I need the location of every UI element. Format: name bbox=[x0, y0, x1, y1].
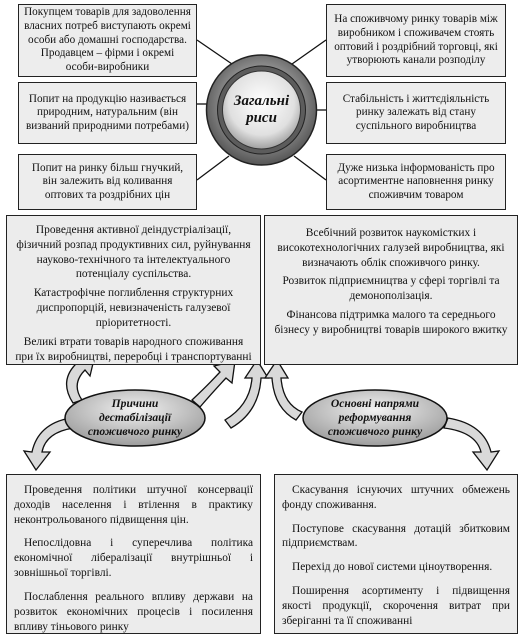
feature-box-right-2: Стабільність і життєдіяльність ринку залежать від стану суспільного виробництва bbox=[326, 82, 506, 144]
cause-detail-item: Непослідовна і суперечлива політика економічної лібералізації внутрішньої і зовнішньої торгівлі. bbox=[14, 537, 253, 580]
reform-directions-panel bbox=[264, 215, 518, 365]
center-title: Загальні риси bbox=[233, 92, 290, 126]
direction-item: Фінансова підтримка малого та середнього бізнесу у виробництві товарів широкого вжитку bbox=[274, 309, 508, 336]
feature-box-right-3: Дуже низька інформованість про асортиментне наповнення ринку споживчим товаром bbox=[326, 154, 506, 210]
destabilization-causes-details bbox=[6, 474, 261, 634]
connector-line bbox=[197, 40, 232, 64]
ellipse-causes-title: Причини дестабілізації споживчого ринку bbox=[87, 396, 183, 439]
direction-detail-item: Перехід до нової системи ціноутворення. bbox=[292, 561, 493, 574]
curved-arrow-right bbox=[192, 361, 235, 407]
connector-line bbox=[294, 156, 326, 180]
cause-item: Великі втрати товарів народного споживання при їх виробництві, переробці і транспортуванні bbox=[15, 335, 252, 363]
feature-box-left-3: Попит на ринку більш гнучкий, він залежить від коливання оптових та роздрібних цін bbox=[18, 154, 197, 210]
connector-line bbox=[292, 40, 326, 64]
ellipse-directions-title: Основні напрями реформування споживчого ринку bbox=[327, 396, 423, 439]
cause-detail-item: Послаблення реального впливу держави на розвиток економічних процесів і посилення впливу тіньового ринку bbox=[14, 590, 253, 633]
curved-arrow-mid-right bbox=[265, 360, 302, 420]
direction-item: Всебічний розвиток наукомістких і високотехнологічних галузей виробництва, які визначають облік споживчого ринку. bbox=[277, 227, 505, 269]
curved-arrow-left-down bbox=[24, 418, 74, 470]
feature-box-left-1: Покупцем товарів для задоволення власних потреб виступають окремі особи або домашні господарства. Продавцем – фірми і окремі особи-виробники bbox=[18, 4, 197, 77]
curved-arrow-right-down bbox=[444, 418, 499, 470]
destabilization-causes-panel bbox=[6, 215, 261, 365]
feature-box-left-2: Попит на продукцію називається природним, натуральним (він визваний природними потребами) bbox=[18, 82, 197, 144]
connector-line bbox=[197, 156, 229, 180]
direction-detail-item: Поступове скасування дотацій збитковим підприємствам. bbox=[282, 522, 510, 550]
direction-item: Розвиток підприємництва у сфері торгівлі та демонополізація. bbox=[282, 275, 500, 303]
feature-box-right-1: На споживчому ринку товарів між виробником і споживачем стоять оптовий і роздрібний торговці, які утворюють канали розподілу bbox=[326, 4, 506, 77]
direction-detail-item: Скасування існуючих штучних обмежень фонду споживання. bbox=[282, 484, 510, 511]
direction-detail-item: Поширення асортименту і підвищення якості продукції, скорочення витрат при зберіганні та її споживанні bbox=[282, 585, 510, 627]
cause-item: Проведення активної деіндустріалізації, фізичний розпад продуктивних сил, руйнування науково-технічного та інтелектуального потенціалу суспільства. bbox=[16, 224, 251, 281]
cause-detail-item: Проведення політики штучної консервації доходів населення і втілення в практику неконтрольованого підвищення цін. bbox=[14, 484, 253, 526]
cause-item: Катастрофічне поглиблення структурних диспропорцій, невизначеність галузевої пріоритетності. bbox=[33, 287, 234, 329]
reform-directions-details bbox=[274, 474, 518, 634]
